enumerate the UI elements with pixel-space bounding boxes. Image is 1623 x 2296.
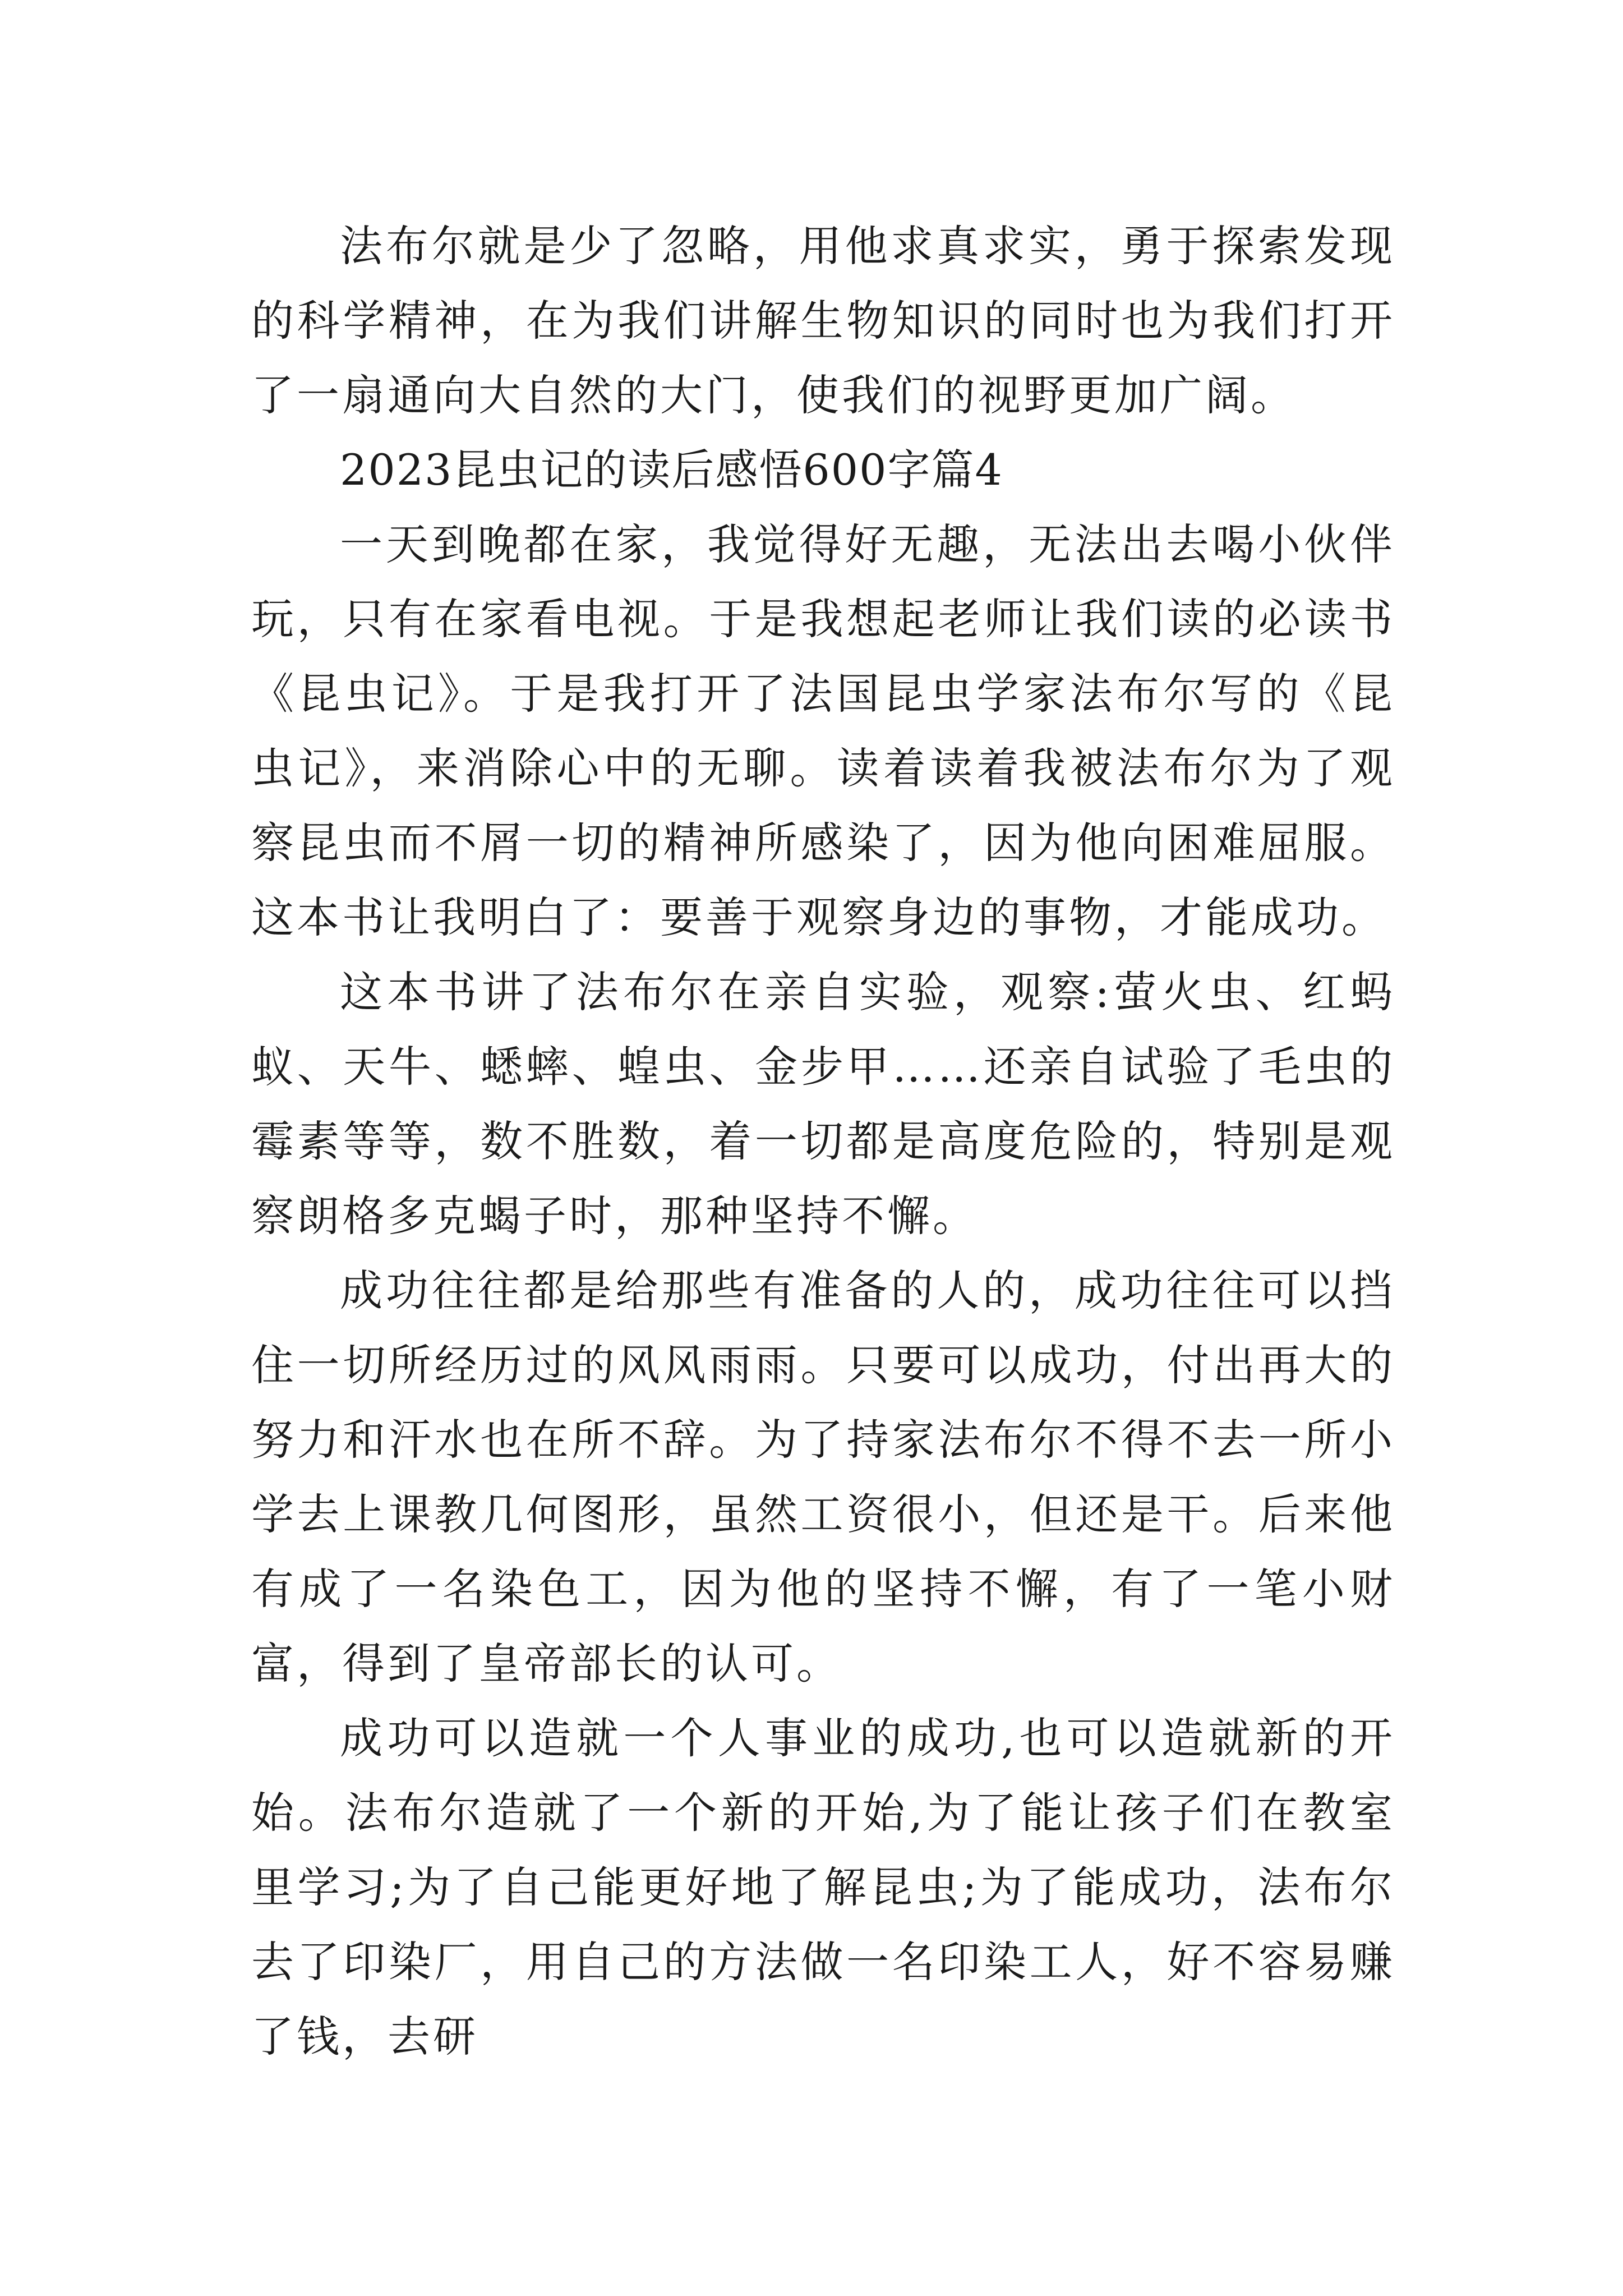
- document-body: [251, 209, 1395, 2074]
- paragraph-reading-story: 一天到晚都在家，我觉得好无趣，无法出去喝小伙伴玩，只有在家看电视。于是我想起老师让我们读的必读书《昆虫记》。于是我打开了法国昆虫学家法布尔写的《昆虫记》，来消除心中的无聊。读着读着我被法布尔为了观察昆虫而不屑一切的精神所感染了，因为他向困难屈服。这本书让我明白了：要善于观察身边的事物，才能成功。: [251, 519, 1395, 942]
- section-heading: 2023昆虫记的读后感悟600字篇4: [340, 445, 1003, 495]
- paragraph-new-beginning: 成功可以造就一个人事业的成功,也可以造就新的开始。法布尔造就了一个新的开始,为了能让孩子们在教室里学习;为了自己能更好地了解昆虫;为了能成功，法布尔去了印染厂，用自己的方法做一名印染工人，好不容易赚了钱，去研: [251, 1713, 1395, 2062]
- paragraph-intro-conclusion: 法布尔就是少了忽略，用他求真求实，勇于探索发现的科学精神，在为我们讲解生物知识的同时也为我们打开了一扇通向大自然的大门，使我们的视野更加广阔。: [251, 221, 1395, 420]
- paragraph-book-content: 这本书讲了法布尔在亲自实验，观察:萤火虫、红蚂蚁、天牛、蟋蟀、蝗虫、金步甲……还亲自试验了毛虫的霉素等等，数不胜数，着一切都是高度危险的，特别是观察朗格多克蝎子时，那种坚持不懈。: [251, 967, 1395, 1241]
- paragraph-success-preparation: 成功往往都是给那些有准备的人的，成功往往可以挡住一切所经历过的风风雨雨。只要可以成功，付出再大的努力和汗水也在所不辞。为了持家法布尔不得不去一所小学去上课教几何图形，虽然工资很小，但还是干。后来他有成了一名染色工，因为他的坚持不懈，有了一笔小财富，得到了皇帝部长的认可。: [251, 1266, 1395, 1688]
